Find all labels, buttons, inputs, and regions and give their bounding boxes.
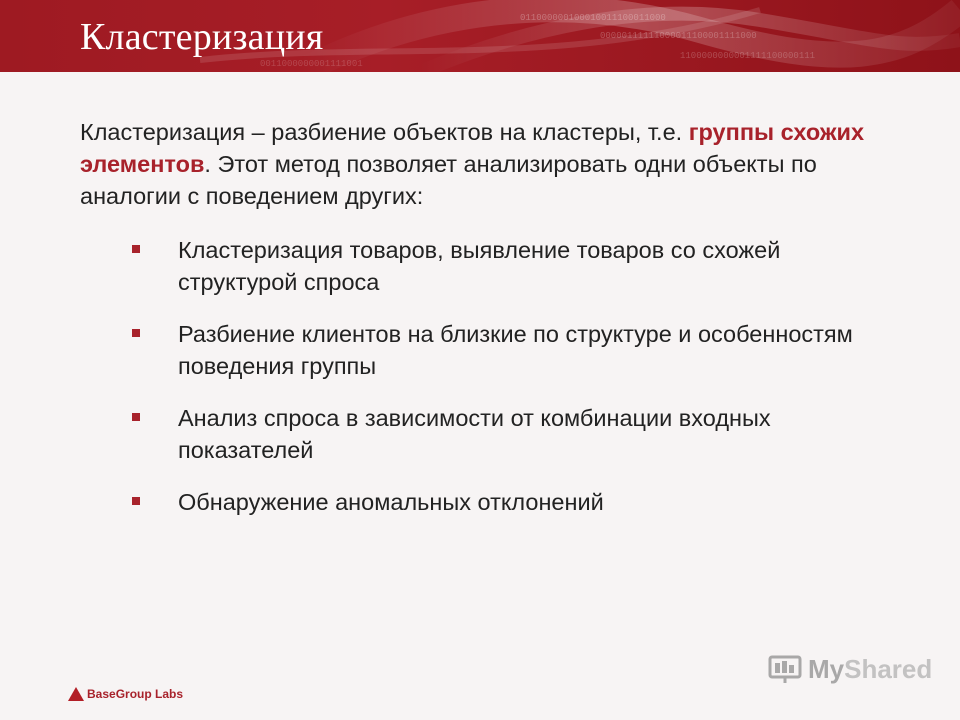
basegroup-logo bbox=[68, 687, 183, 701]
presentation-screen-icon bbox=[768, 655, 802, 685]
svg-text:00000111111000011100001111000: 00000111111000011100001111000 bbox=[600, 31, 757, 41]
logo-text: BaseGroup Labs bbox=[87, 687, 184, 701]
square-bullet-icon bbox=[132, 497, 140, 505]
slide-title: Кластеризация bbox=[80, 16, 324, 58]
svg-text:1100000000001111100000111: 1100000000001111100000111 bbox=[680, 51, 816, 61]
bullet-text: Обнаружение аномальных отклонений bbox=[178, 489, 604, 515]
header-banner bbox=[0, 0, 960, 72]
svg-text:0011000000001111001: 0011000000001111001 bbox=[260, 59, 363, 69]
svg-text:011000000100010011100011000: 011000000100010011100011000 bbox=[520, 13, 666, 23]
intro-text-part1: Кластеризация – разбиение объектов на кластеры, т.е. bbox=[80, 119, 689, 145]
intro-paragraph bbox=[80, 116, 900, 212]
bullet-text: Анализ спроса в зависимости от комбинации входных показателей bbox=[178, 405, 771, 463]
triangle-logo-icon bbox=[68, 687, 84, 701]
bullet-item bbox=[80, 318, 900, 382]
watermark-suffix: Shared bbox=[844, 654, 933, 684]
myshared-watermark bbox=[768, 654, 932, 685]
bullet-item bbox=[80, 234, 900, 298]
slide-content bbox=[80, 116, 900, 538]
square-bullet-icon bbox=[132, 245, 140, 253]
square-bullet-icon bbox=[132, 329, 140, 337]
bullet-text: Кластеризация товаров, выявление товаров со схожей структурой спроса bbox=[178, 237, 781, 295]
bullet-item bbox=[80, 402, 900, 466]
watermark-prefix: My bbox=[808, 654, 845, 684]
watermark-text bbox=[808, 654, 932, 685]
square-bullet-icon bbox=[132, 413, 140, 421]
intro-highlight: группы схожих элементов bbox=[80, 119, 865, 177]
bullet-text: Разбиение клиентов на близкие по структуре и особенностям поведения группы bbox=[178, 321, 853, 379]
bullet-list bbox=[80, 234, 900, 518]
bullet-item bbox=[80, 486, 900, 518]
intro-text-part2: . Этот метод позволяет анализировать одни объекты по аналогии с поведением других: bbox=[80, 151, 817, 209]
